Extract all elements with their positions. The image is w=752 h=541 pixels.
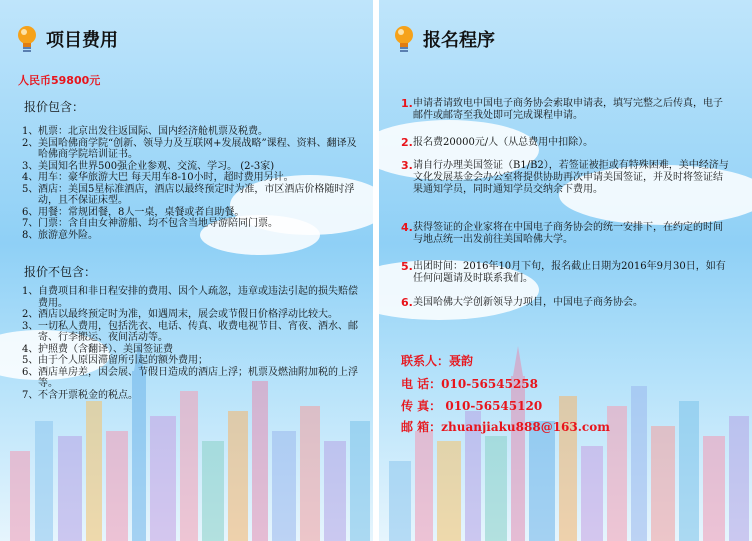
list-item: 2、 美国哈佛商学院“创新、领导力及互联网+发展战略”课程、资料、翻译及哈佛商学院培训证书。 (22, 137, 357, 160)
step-1: 1. 申请者请致电中国电子商务协会索取申请表，填写完整之后传真，电子邮件或邮寄至我处即可完成课程申请。 (401, 97, 723, 121)
list-item: 8、 旅游意外险。 (22, 229, 98, 241)
price: 人民币59800元 (18, 74, 101, 87)
city-skyline-illustration (379, 341, 752, 541)
excluded-heading: 报价不包含： (24, 265, 97, 279)
list-item: 2、 酒店以最终预定时为准，如遇周末，展会或节假日价格浮动比较大。 (22, 309, 338, 320)
list-item: 6、 用餐：常规团餐，8人一桌，桌餐或者自助餐。 (22, 206, 245, 218)
registration-header (391, 24, 495, 54)
registration-panel (379, 0, 752, 541)
contact-phone: 电 话：010-56545258 (401, 377, 539, 391)
list-item: 4、 护照费（含翻译）、美国签证费 (22, 343, 173, 355)
included-heading: 报价包含： (24, 100, 85, 114)
list-item: 6、 酒店单房差，因会展、节假日造成的酒店上浮；机票及燃油附加税的上浮等。 (22, 366, 358, 389)
list-item: 1、 机票：北京出发往返国际、国内经济舱机票及税费。 (22, 126, 268, 137)
list-item: 7、 门票：含自由女神游船、均不包含当地导游陪同门票。 (22, 218, 278, 229)
step-2: 2. 报名费20000元/人（从总费用中扣除）。 (401, 136, 594, 149)
lightbulb-icon (391, 24, 417, 54)
included-list (22, 126, 362, 241)
step-6: 6. 美国哈佛大学创新领导力项目，中国电子商务协会。 (401, 296, 643, 309)
list-item: 5、 由于个人原因滞留所引起的额外费用； (22, 355, 208, 366)
contact-email[interactable]: 邮 箱：zhuanjiaku888@163.com (401, 420, 610, 434)
registration-title: 报名程序 (423, 30, 495, 51)
excluded-list (22, 286, 362, 401)
fee-title: 项目费用 (46, 30, 118, 51)
list-item: 4、 用车：豪华旅游大巴 每天用车8-10小时，超时费用另计。 (22, 172, 294, 183)
list-item: 3、 美国知名世界500强企业参观、交流、学习。 (2-3家) (22, 160, 275, 172)
list-item: 1、 自费项目和非日程安排的费用、因个人疏忽，违章或违法引起的损失赔偿费用。 (22, 286, 358, 309)
list-item: 7、 不含开票税金的税点。 (22, 389, 138, 401)
step-3: 3. 请自行办理美国签证（B1/B2），若签证被拒或有特殊困难，美中经济与文化发展基金会办公室将提供协助再次申请美国签证，并及时将签证结果通知学员，同时通知学员交纳余下费用。 (401, 159, 729, 195)
lightbulb-icon (14, 24, 40, 54)
fee-header (14, 24, 118, 54)
step-5: 5. 出团时间：2016年10月下旬，报名截止日期为2016年9月30日，如有任何问题请及时联系我们。 (401, 260, 726, 284)
list-item: 5、 酒店：美国5星标准酒店，酒店以最终预定时为准，市区酒店价格随时浮动，且不保证床型。 (22, 183, 355, 206)
contact-fax: 传 真： 010-56545120 (401, 399, 543, 413)
list-item: 3、 一切私人费用，包括洗衣、电话、传真、收费电视节目、宵夜、酒水、邮寄、行李搬运、夜间活动等。 (22, 320, 358, 343)
contact-person: 联系人：聂韵 (401, 354, 474, 368)
step-4: 4. 获得签证的企业家将在中国电子商务协会的统一安排下，在约定的时间与地点统一出发前往美国哈佛大学。 (401, 221, 723, 245)
fee-panel (0, 0, 373, 541)
